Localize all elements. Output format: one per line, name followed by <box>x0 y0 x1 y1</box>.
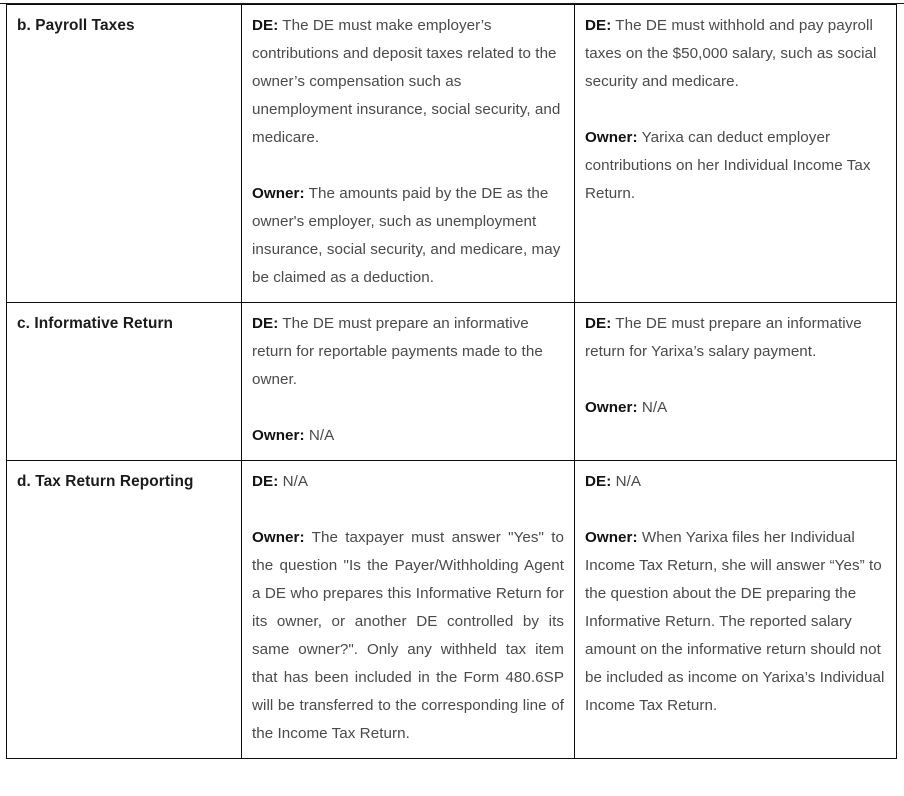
paragraph-text: The DE must withhold and pay payroll taxes on the $50,000 salary, such as social security and medicare. <box>585 17 877 90</box>
row-label-cell-informative-return <box>7 303 242 461</box>
paragraph-lead: DE: <box>252 315 279 332</box>
paragraph-lead: DE: <box>252 17 279 34</box>
paragraph-de <box>252 468 564 496</box>
row-label-cell-tax-return-reporting <box>7 461 242 759</box>
paragraph-lead: Owner: <box>252 185 305 202</box>
paragraph-owner <box>252 180 564 292</box>
paragraph-text: N/A <box>611 473 642 490</box>
paragraph-lead: DE: <box>252 473 279 490</box>
paragraph-text: The taxpayer must answer "Yes" to the question "Is the Payer/Withholding Agent a DE who prepares this Informative Return for its owner, or another DE controlled by its same owner?". Only any withheld tax item that has been included in the Form 480.6SP will be transferred to the corresponding line of the Income Tax Return. <box>252 529 564 742</box>
paragraph-text: The amounts paid by the DE as the owner's employer, such as unemployment insurance, social security, and medicare, may be claimed as a deduction. <box>252 185 561 286</box>
paragraph-lead: DE: <box>585 473 612 490</box>
paragraph-de <box>585 12 886 96</box>
paragraph-text: N/A <box>637 399 668 416</box>
paragraph-de <box>252 310 564 394</box>
paragraph-lead: DE: <box>585 315 612 332</box>
row-middle-cell-tax-return-reporting <box>242 461 575 759</box>
table-row <box>7 461 897 759</box>
paragraph-text: The DE must prepare an informative return for Yarixa’s salary payment. <box>585 315 862 360</box>
paragraph-lead: Owner: <box>585 129 638 146</box>
row-right-cell-informative-return <box>575 303 897 461</box>
paragraph-lead: Owner: <box>585 529 638 546</box>
row-label-cell-payroll-taxes <box>7 5 242 303</box>
paragraph-owner <box>252 422 564 450</box>
row-right-cell-payroll-taxes <box>575 5 897 303</box>
paragraph-owner <box>585 524 886 720</box>
row-right-cell-tax-return-reporting <box>575 461 897 759</box>
paragraph-owner <box>585 124 886 208</box>
row-label: c. Informative Return <box>17 315 174 332</box>
row-label: b. Payroll Taxes <box>17 17 135 34</box>
row-label: d. Tax Return Reporting <box>17 473 194 490</box>
paragraph-text: The DE must prepare an informative return for reportable payments made to the owner. <box>252 315 543 388</box>
row-middle-cell-informative-return <box>242 303 575 461</box>
paragraph-lead: DE: <box>585 17 612 34</box>
paragraph-lead: Owner: <box>252 529 305 546</box>
paragraph-owner <box>585 394 886 422</box>
paragraph-text: The DE must make employer’s contributions and deposit taxes related to the owner’s compensation such as unemployment insurance, social security, and medicare. <box>252 17 561 146</box>
paragraph-text: N/A <box>278 473 309 490</box>
paragraph-de <box>585 468 886 496</box>
de-owner-comparison-table <box>6 4 897 759</box>
table-row <box>7 303 897 461</box>
paragraph-de <box>252 12 564 152</box>
paragraph-lead: Owner: <box>585 399 638 416</box>
paragraph-owner <box>252 524 564 748</box>
paragraph-lead: Owner: <box>252 427 305 444</box>
table-row <box>7 5 897 303</box>
paragraph-text: Yarixa can deduct employer contributions on her Individual Income Tax Return. <box>585 129 871 202</box>
paragraph-text: N/A <box>304 427 335 444</box>
row-middle-cell-payroll-taxes <box>242 5 575 303</box>
paragraph-de <box>585 310 886 366</box>
paragraph-text: When Yarixa files her Individual Income Tax Return, she will answer “Yes” to the question about the DE preparing the Informative Return. The reported salary amount on the informative return should not be included as income on Yarixa’s Individual Income Tax Return. <box>585 529 885 714</box>
